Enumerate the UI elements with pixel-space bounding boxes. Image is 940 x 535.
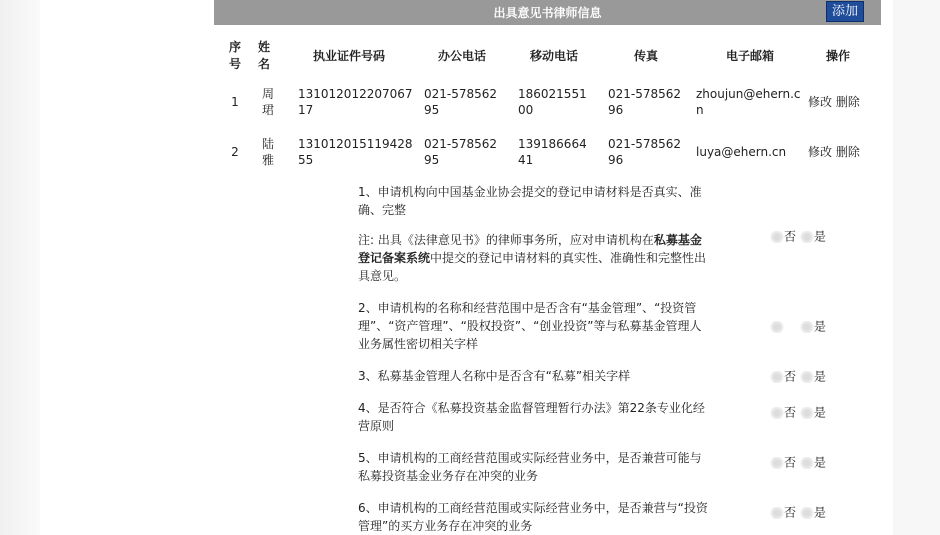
question-item — [358, 499, 868, 535]
question-text: 2、申请机构的名称和经营范围中是否含有“基金管理”、“投资管理”、“资产管理”、“股权投资”、“创业投资”等与私募基金管理人业务属性密切相关字样 — [358, 301, 702, 351]
no-radio[interactable] — [770, 407, 784, 419]
yes-radio[interactable] — [800, 371, 814, 383]
yes-label: 是 — [813, 369, 826, 384]
col-header-office-phone: 办公电话 — [437, 48, 486, 63]
panel-header — [214, 0, 881, 25]
questions-list — [358, 183, 868, 535]
row-name: 周珺 — [262, 87, 275, 117]
question-choice — [770, 317, 826, 336]
yes-radio[interactable] — [800, 457, 814, 469]
row-mobile: 13918666441 — [518, 137, 587, 167]
col-header-email: 电子邮箱 — [725, 48, 774, 63]
question-text: 4、是否符合《私募投资基金监督管理暂行办法》第22条专业化经营原则 — [358, 401, 705, 433]
panel-title: 出具意见书律师信息 — [493, 6, 602, 20]
yes-label: 是 — [813, 319, 826, 334]
no-label: 否 — [784, 505, 797, 520]
yes-label: 是 — [813, 229, 826, 244]
col-header-no: 序号 — [228, 40, 241, 71]
no-label: 否 — [784, 405, 797, 420]
right-gutter — [893, 0, 940, 535]
question-item — [358, 183, 868, 285]
yes-radio[interactable] — [800, 231, 814, 243]
row-ops — [808, 77, 868, 127]
no-radio[interactable] — [770, 371, 784, 383]
table-row — [224, 77, 868, 127]
question-choice — [770, 367, 826, 386]
yes-label: 是 — [813, 405, 826, 420]
question-text: 3、私募基金管理人名称中是否含有“私募”相关字样 — [358, 369, 631, 383]
table-header-row — [224, 33, 868, 77]
lawyer-table — [224, 33, 868, 177]
add-button[interactable]: 添加 — [826, 1, 864, 22]
question-item — [358, 299, 868, 353]
row-office-phone: 021-57856295 — [424, 87, 498, 117]
question-choice — [770, 503, 826, 522]
no-radio[interactable] — [770, 321, 784, 333]
edit-link[interactable]: 修改 — [808, 145, 833, 159]
no-label: 否 — [784, 229, 797, 244]
col-header-mobile: 移动电话 — [529, 48, 578, 63]
col-header-name: 姓名 — [257, 40, 270, 71]
yes-radio[interactable] — [800, 321, 814, 333]
question-choice — [770, 227, 826, 246]
yes-label: 是 — [813, 455, 826, 470]
row-email: zhoujun@ehern.cn — [696, 87, 801, 117]
row-mobile: 18602155100 — [518, 87, 587, 117]
row-no: 2 — [231, 145, 239, 159]
yes-radio[interactable] — [800, 407, 814, 419]
lawyer-info-panel — [214, 0, 881, 535]
table-row — [224, 127, 868, 177]
yes-radio[interactable] — [800, 507, 814, 519]
row-fax: 021-57856296 — [608, 137, 682, 167]
left-gutter — [0, 0, 40, 535]
row-ops — [808, 127, 868, 177]
no-label: 否 — [784, 319, 797, 334]
col-header-license: 执业证件号码 — [312, 48, 385, 63]
row-email: luya@ehern.cn — [696, 145, 787, 159]
no-radio[interactable] — [770, 507, 784, 519]
delete-link[interactable]: 删除 — [835, 145, 860, 159]
question-text: 5、申请机构的工商经营范围或实际经营业务中，是否兼营可能与私募投资基金业务存在冲突的业务 — [358, 451, 702, 483]
row-license: 13101201511942855 — [298, 137, 413, 167]
question-choice — [770, 403, 826, 422]
row-fax: 021-57856296 — [608, 87, 682, 117]
no-label: 否 — [784, 455, 797, 470]
row-office-phone: 021-57856295 — [424, 137, 498, 167]
edit-link[interactable]: 修改 — [808, 95, 833, 109]
row-name: 陆雅 — [262, 137, 275, 167]
question-text: 1、申请机构向中国基金业协会提交的登记申请材料是否真实、准确、完整 — [358, 185, 702, 217]
no-radio[interactable] — [770, 457, 784, 469]
note-emphasis: 私募基金登记备案系统 — [358, 233, 702, 265]
question-item — [358, 367, 868, 385]
question-item — [358, 449, 868, 485]
delete-link[interactable]: 删除 — [835, 95, 860, 109]
question-choice — [770, 453, 826, 472]
col-header-fax: 传真 — [633, 48, 658, 63]
row-license: 13101201220706717 — [298, 87, 413, 117]
question-note: 注: 出具《法律意见书》的律师事务所，应对申请机构在私募基金登记备案系统中提交的登记申请材料的真实性、准确性和完整性出具意见。 — [358, 233, 707, 283]
row-no: 1 — [231, 95, 239, 109]
yes-label: 是 — [813, 505, 826, 520]
question-item — [358, 399, 868, 435]
col-header-ops: 操作 — [825, 48, 850, 63]
question-text: 6、申请机构的工商经营范围或实际经营业务中，是否兼营与“投资管理”的买方业务存在冲突的业务 — [358, 501, 708, 533]
no-radio[interactable] — [770, 231, 784, 243]
no-label: 否 — [784, 369, 797, 384]
